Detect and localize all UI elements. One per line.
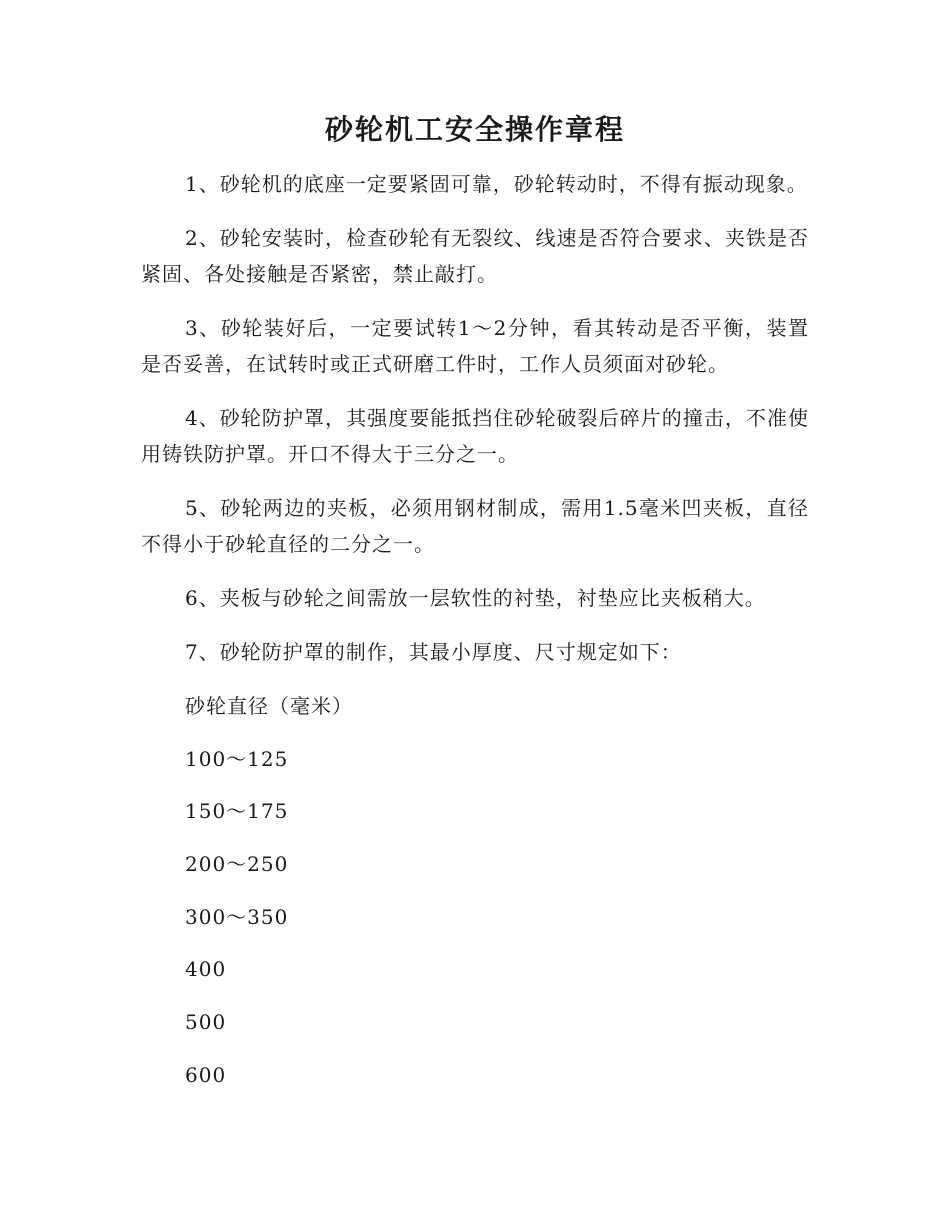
diameter-item: 600 bbox=[185, 1062, 227, 1087]
diameter-item: 200～250 bbox=[185, 852, 289, 877]
diameter-item: 400 bbox=[185, 957, 227, 982]
paragraph: 7、砂轮防护罩的制作，其最小厚度、尺寸规定如下： bbox=[185, 640, 682, 664]
paragraph: 5、砂轮两边的夹板，必须用钢材制成，需用1.5毫米凹夹板，直径不得小于砂轮直径的二分之一。 bbox=[141, 496, 809, 556]
diameter-item: 150～175 bbox=[185, 799, 289, 824]
paragraph: 6、夹板与砂轮之间需放一层软性的衬垫，衬垫应比夹板稍大。 bbox=[185, 586, 766, 610]
diameter-item: 100～125 bbox=[185, 746, 289, 771]
paragraph: 1、砂轮机的底座一定要紧固可靠，砂轮转动时，不得有振动现象。 bbox=[185, 172, 808, 196]
diameter-item: 500 bbox=[185, 1010, 227, 1035]
paragraph: 3、砂轮装好后，一定要试转1～2分钟，看其转动是否平衡，装置是否妥善，在试转时或正式研磨工件时，工作人员须面对砂轮。 bbox=[141, 316, 809, 376]
diameter-heading: 砂轮直径（毫米） bbox=[185, 694, 353, 718]
document-body bbox=[141, 166, 809, 1110]
paragraph: 2、砂轮安装时，检查砂轮有无裂纹、线速是否符合要求、夹铁是否紧固、各处接触是否紧密，禁止敲打。 bbox=[141, 226, 809, 286]
diameter-item: 300～350 bbox=[185, 904, 289, 929]
document-title: 砂轮机工安全操作章程 bbox=[324, 113, 625, 146]
paragraph: 4、砂轮防护罩，其强度要能抵挡住砂轮破裂后碎片的撞击，不准使用铸铁防护罩。开口不得大于三分之一。 bbox=[141, 406, 809, 466]
